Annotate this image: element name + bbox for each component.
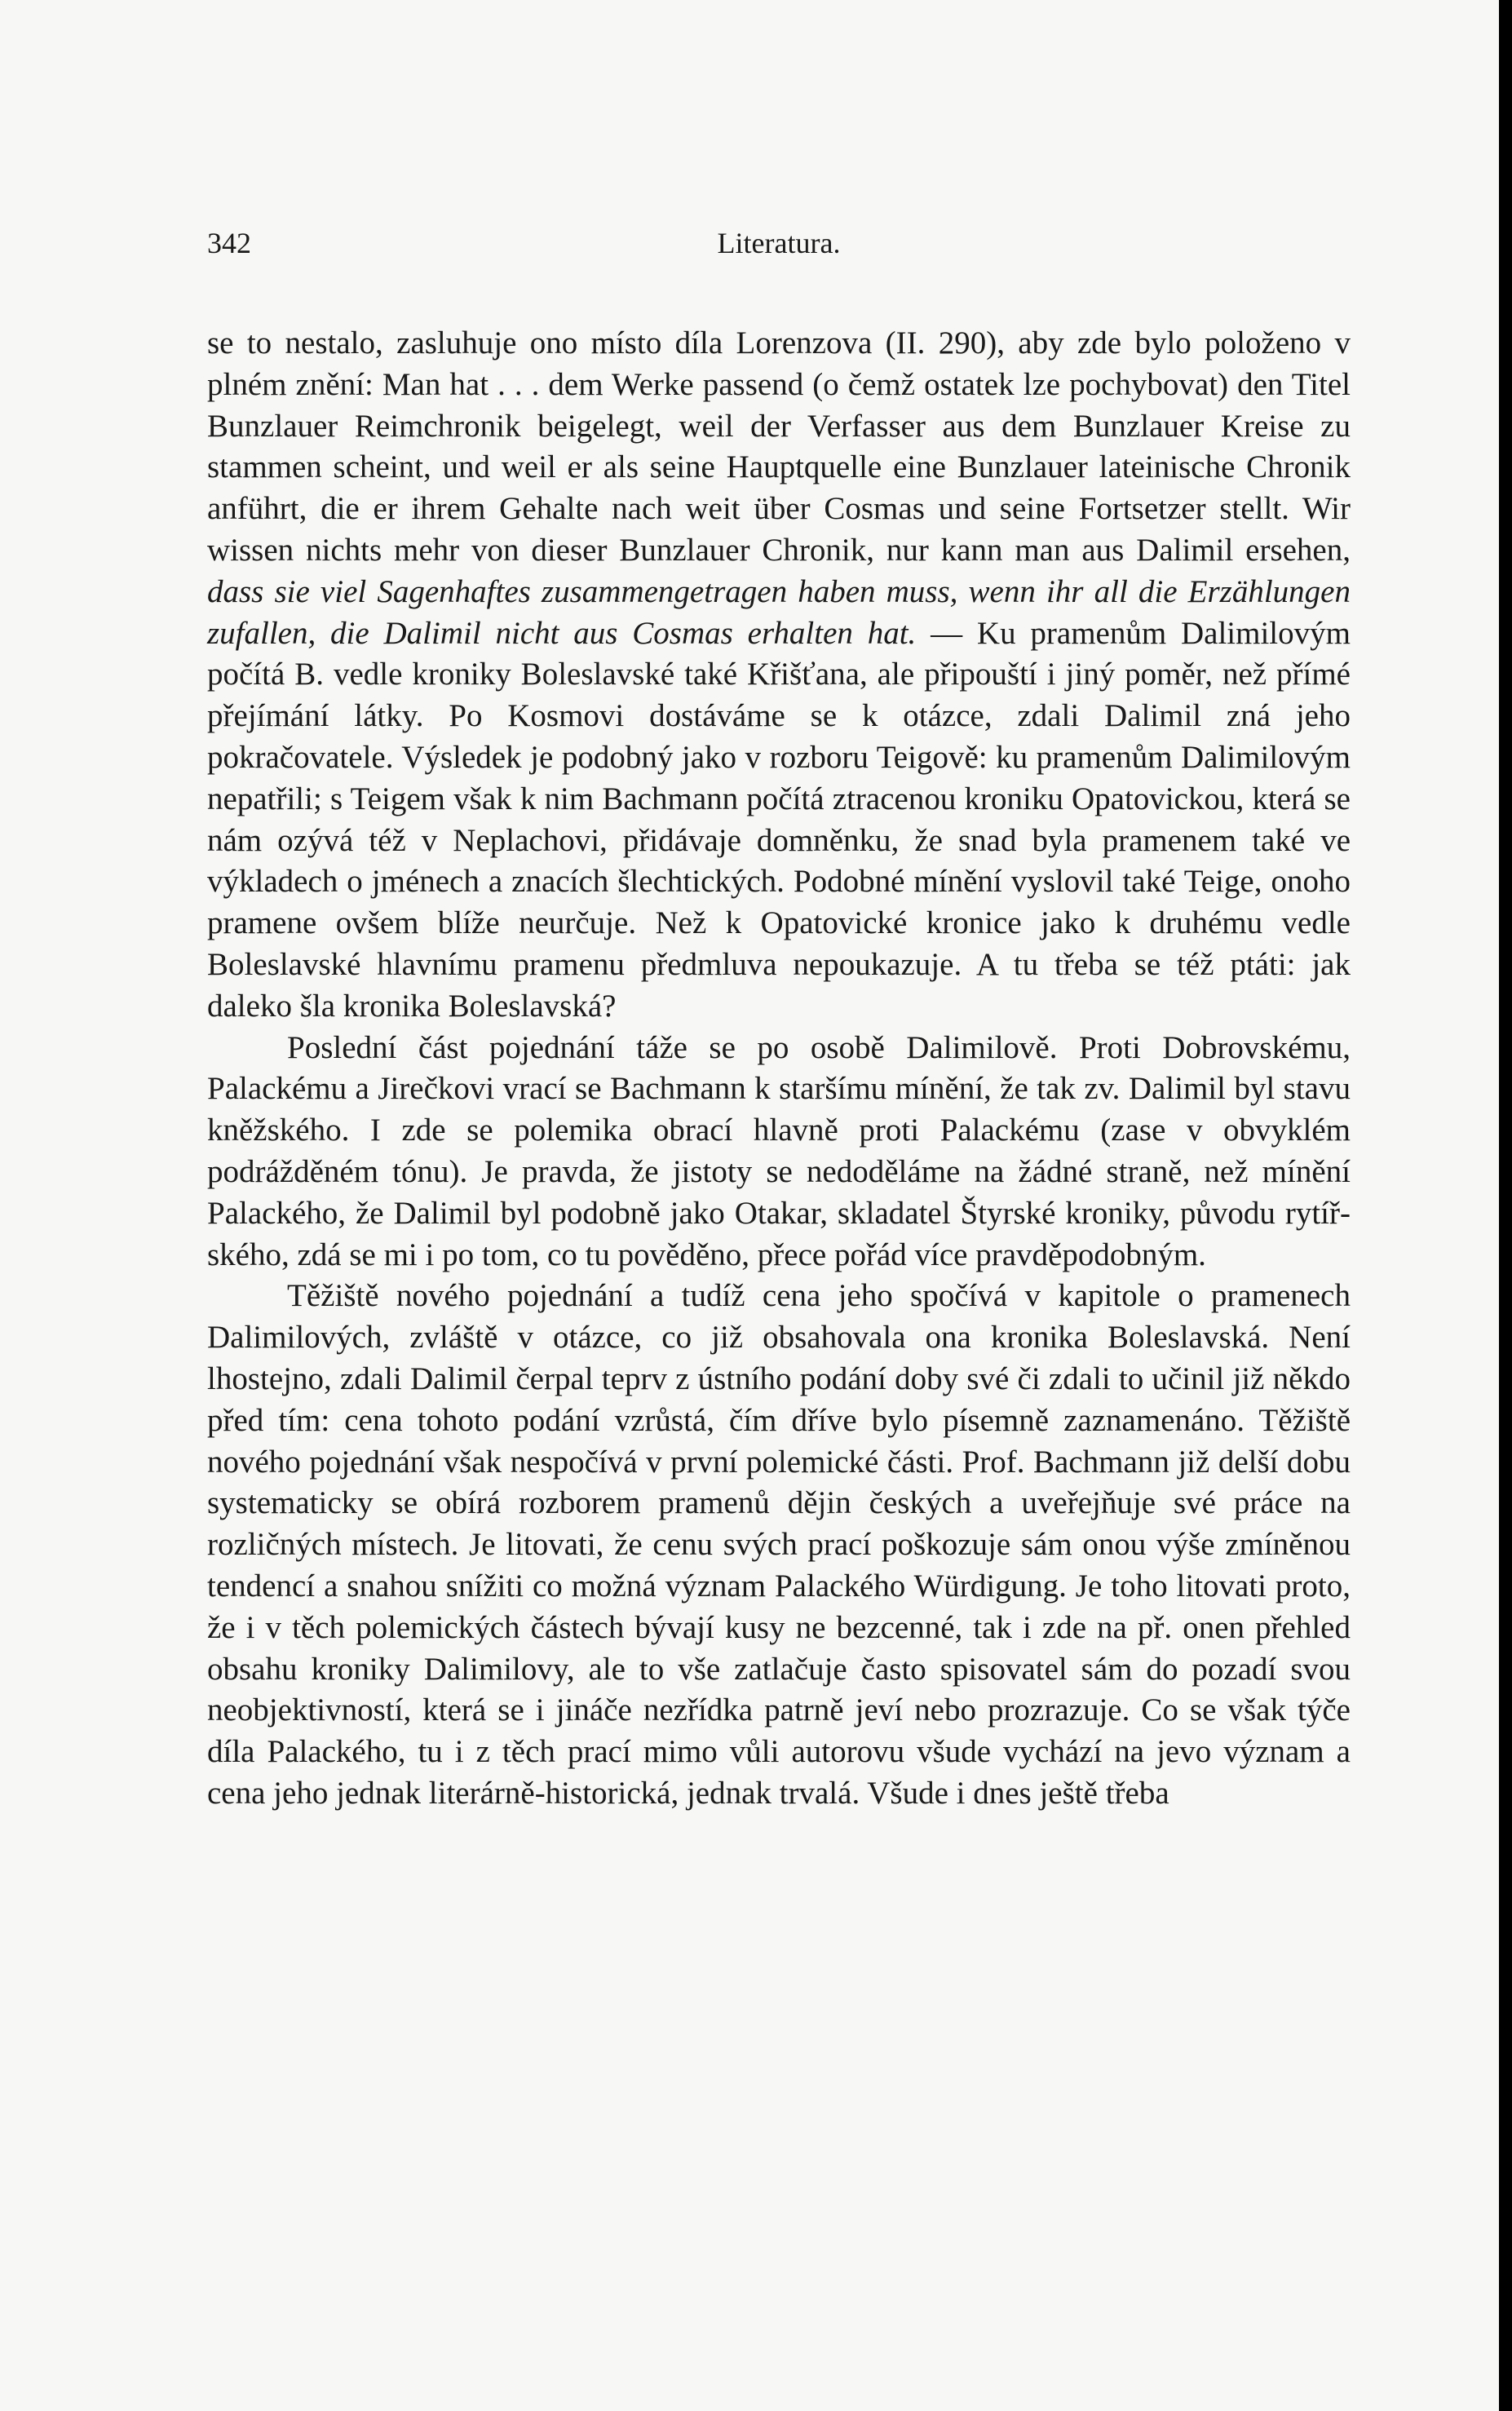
paragraph-3: Těžiště nového pojednání a tudíž cena jeho spočívá v kapitole o pramenech Dalimilových, zvláště v otázce, co již obsahovala ona kronika Boleslavská. Není lhostejno, zdali Dalimil čerpal teprv z ústního podání doby své či zdali to učinil již někdo před tím: cena tohoto podání vzrůstá, čím dříve bylo písemně zaznamenáno. Těžiště nového pojednání však nespočívá v první polemické části. Prof. Bachmann již delší dobu systematicky se obírá rozborem pramenů dějin českých a uveřejňuje své práce na rozličných místech. Je litovati, že cenu svých prací poškozuje sám onou výše zmíněnou tendencí a snahou snížiti co možná význam Palackého Würdigung. Je toho litovati proto, že i v těch polemických částech bývají kusy ne bezcenné, tak i zde na př. onen přehled obsahu kroniky Dalimilovy, ale to vše zatlačuje často spisovatel sám do pozadí svou neobjektivností, která se i jináče nezřídka patrně jeví nebo prozrazuje. Co se však týče díla Palackého, tu i z těch prací mimo vůli autorovu všude vychází na jevo význam a cena jeho jednak literárně-historická, jednak trvalá. Všude i dnes ještě třeba [207,1278,1351,1811]
paragraph-2: Poslední část pojednání táže se po osobě Dalimilově. Proti Dobrovskému, Palackému a Jirečkovi vrací se Bachmann k staršímu mínění, že tak zv. Dalimil byl stavu kněžského. I zde se polemika obrací hlavně proti Palackému (zase v obvyklém podrážděném tónu). Je pravda, že jistoty se nedoděláme na žádné straně, než mínění Palackého, že Dalimil byl podobně jako Otakar, skladatel Štyrské kroniky, původu rytířského, zdá se mi i po tom, co tu pověděno, přece pořád více pravděpodobným. [207,1029,1351,1272]
paragraph-1 [207,323,1351,1028]
paragraph-1-text-before: se to nestalo, zasluhuje ono místo díla Lorenzova (II. 290), aby zde bylo položeno v plném znění: Man hat . . . dem Werke passend (o čemž ostatek lze pochybovat) den Titel Bunzlauer Reimchronik beigelegt, weil der Verfasser aus dem Bunzlauer Kreise zu stammen scheint, und weil er als seine Hauptquelle eine Bunzlauer lateinische Chronik anführt, die er ihrem Gehalte nach weit über Cosmas und seine Fortsetzer stellt. Wir wissen nichts mehr von dieser Bunzlauer Chronik, nur kann man aus Dalimil ersehen, [207,325,1351,568]
text-block [207,220,1351,1815]
page-number: 342 [207,227,251,259]
running-head [207,220,1351,266]
paragraph-1-emphasis: dass sie viel Sagenhaftes zusammengetragen haben muss, wenn ihr all die Erzählungen zufallen, die Dalimil nicht aus Cosmas erhalten hat. [207,573,1351,651]
paragraph-1-text-after: — Ku pramenům Dalimilovým počítá B. vedle kroniky Boleslavské také Křišťana, ale připouští i jiný poměr, než přímé přejímání látky. Po Kosmovi dostáváme se k otázce, zdali Dalimil zná jeho pokračovatele. Výsledek je podobný jako v rozboru Teigově: ku pramenům Dalimilovým nepatřili; s Teigem však k nim Bachmann počítá ztracenou kroniku Opatovickou, která se nám ozývá též v Neplachovi, přidávaje domněnku, že snad byla pramenem také ve výkladech o jménech a znacích šlechtických. Podobné mínění vyslovil také Teige, onoho pramene ovšem blíže neurčuje. Než k Opatovické kronice jako k druhému vedle Boleslavské hlavnímu pramenu předmluva nepoukazuje. A tu třeba se též ptáti: jak daleko šla kronika Boleslavská? [207,615,1351,1024]
section-title: Literatura. [717,227,841,259]
